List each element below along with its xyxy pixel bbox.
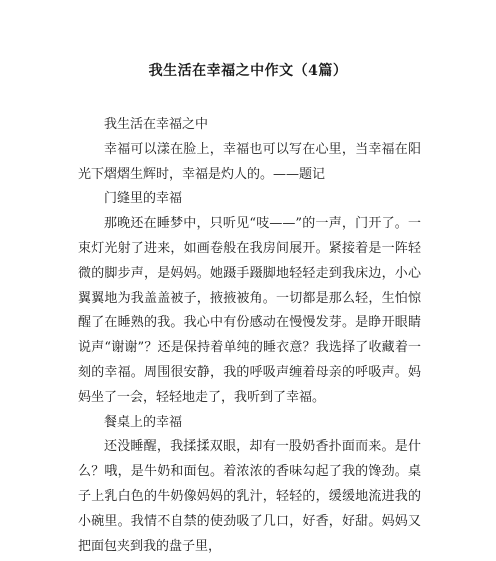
- section-heading-door: 门缝里的幸福: [104, 191, 183, 207]
- document-title: 我生活在幸福之中作文（4篇）: [148, 63, 348, 79]
- section-paragraph-door: 那晚还在睡梦中，只听见“吱——”的一声，门开了。一束灯光射了进来，如画卷般在我房间展开。紧接着是一阵轻微的脚步声，是妈妈。她蹑手蹑脚地轻轻走到我床边，小心翼翼地为我盖盖被子，掖掖被角。一切都是那么轻，生怕惊醒了在睡熟的我。我心中有份感动在慢慢发芽。是睁开眼睛说声“谢谢”？还是保持着单纯的睡衣意？我选择了收藏着一刻的幸福。周围很安静，我的呼吸声缠着母亲的呼吸声。妈妈坐了一会，轻轻地走了，我听到了幸福。: [78, 216, 421, 405]
- section-paragraph-table: 还没睡醒，我揉揉双眼，却有一股奶香扑面而来。是什么？哦，是牛奶和面包。着浓浓的香味勾起了我的馋劲。桌子上乳白色的牛奶像妈妈的乳汁，轻轻的，缓缓地流进我的小碗里。我情不自禁的使劲吸了几口，好香，好甜。妈妈又把面包夹到我的盘子里，: [78, 439, 421, 554]
- essay-title-line: 我生活在幸福之中: [104, 117, 209, 132]
- epigraph-paragraph: 幸福可以漾在脸上，幸福也可以写在心里，当幸福在阳光下熠熠生辉时，幸福是灼人的。——题记: [78, 141, 421, 182]
- section-heading-table: 餐桌上的幸福: [104, 414, 183, 430]
- document-body: [78, 113, 421, 559]
